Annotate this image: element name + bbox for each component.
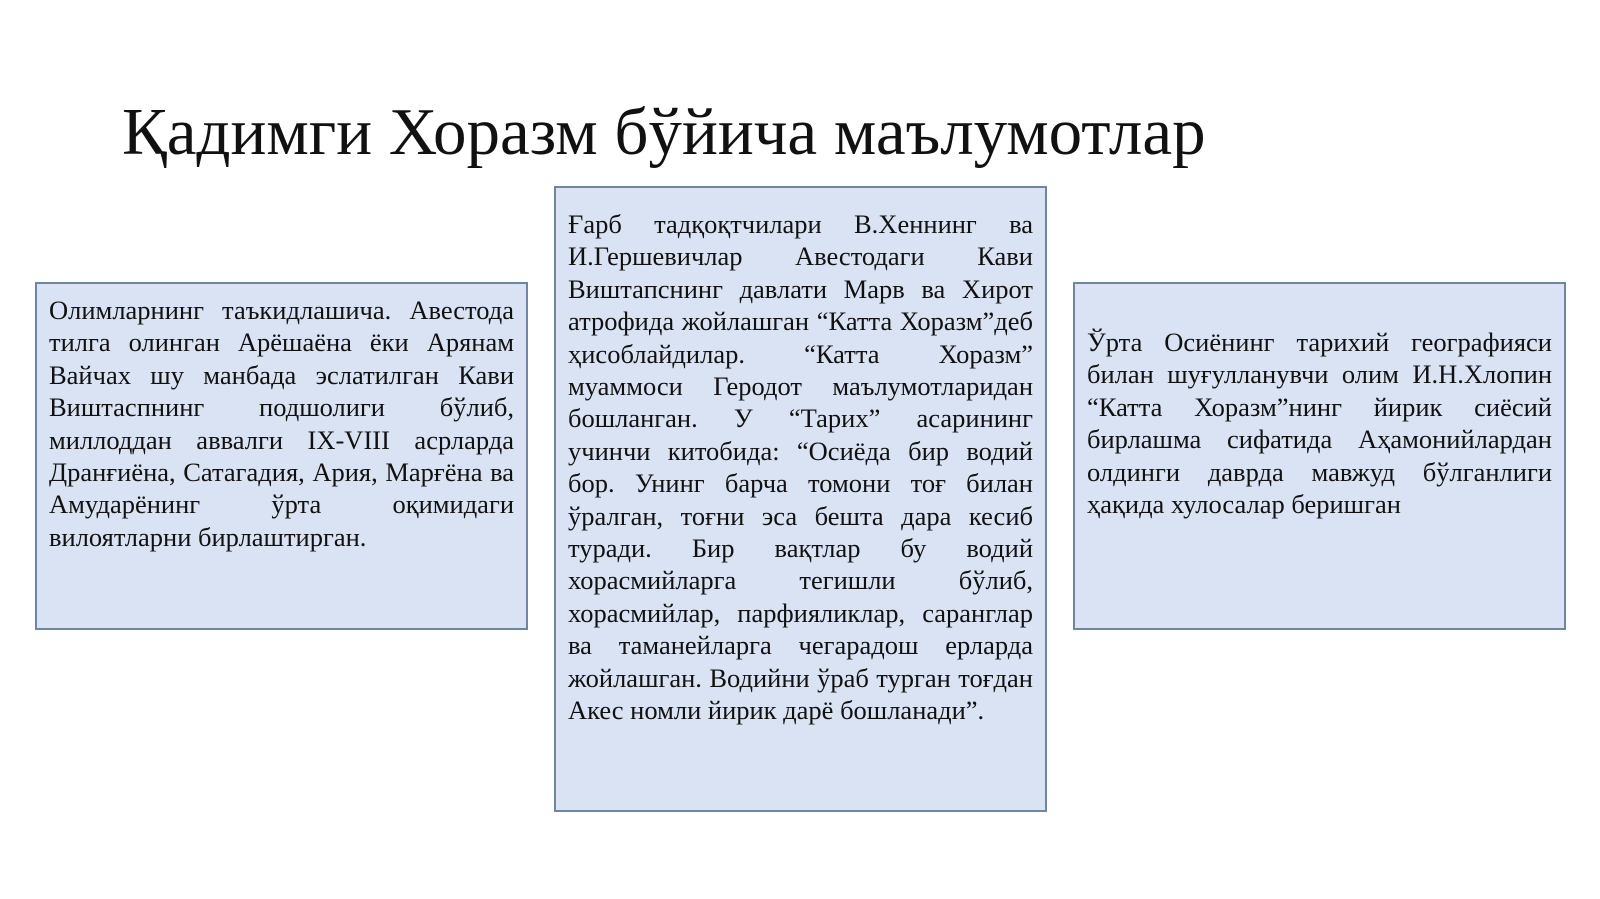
text-box-left	[35, 282, 528, 630]
text-box-right-text: Ўрта Осиёнинг тарихий географияси билан шуғулланувчи олим И.Н.Хлопин “Катта Хоразм”нинг йирик сиёсий бирлашма сифатида Аҳамонийлардан олдинги даврда мавжуд бўлганлиги ҳақида хулосалар беришган	[1087, 327, 1552, 520]
text-box-center-text: Ғарб тадқоқтчилари В.Хеннинг ва И.Гершевичлар Авестодаги Кави Виштапснинг давлати Марв ва Хирот атрофида жойлашган “Катта Хоразм”деб ҳисоблайдилар. “Катта Хоразм” муаммоси Геродот маълумотларидан бошланган. У “Тарих” асарининг учинчи китобида: “Осиёда бир водий бор. Унинг барча томони тоғ билан ўралган, тоғни эса бешта дара кесиб туради. Бир вақтлар бу водий хорасмийларга тегишли бўлиб, хорасмийлар, парфияликлар, саранглар ва таманейларга чегарадош ерларда жойлашган. Водийни ўраб турган тоғдан Акес номли йирик дарё бошланади”.	[568, 209, 1033, 726]
text-box-center	[554, 186, 1047, 812]
text-box-right	[1073, 282, 1566, 630]
slide-title: Қадимги Хоразм бўйича маълумотлар	[122, 95, 1206, 169]
text-box-left-text: Олимларнинг таъкидлашича. Авестода тилга олинган Арёшаёна ёки Арянам Вайчах шу манбада эслатилган Кави Виштаспнинг подшолиги бўлиб, миллоддан аввалги IX-VIII асрларда Дранғиёна, Сатагадия, Ария, Марғёна ва Амударёнинг ўрта оқимидаги вилоятларни бирлаштирган.	[49, 295, 514, 552]
